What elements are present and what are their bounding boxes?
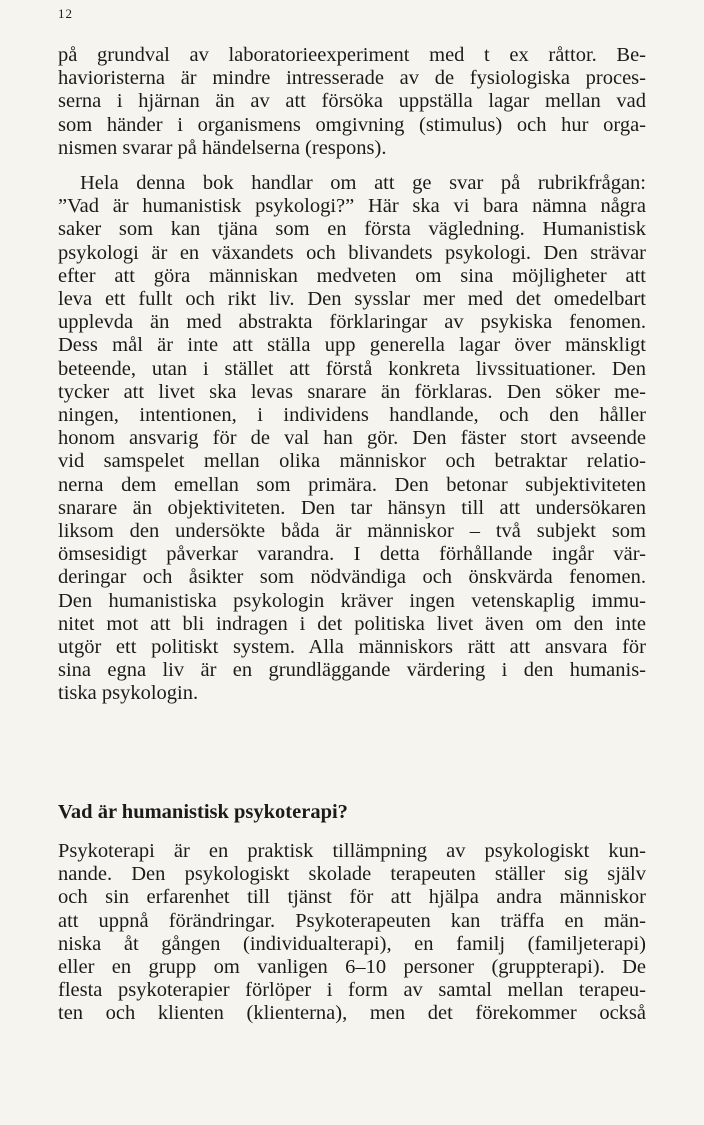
text-line: nerna dem emellan som primära. Den betonar subjektiviteten [58,473,646,496]
paragraph-1 [58,44,646,160]
text-line: Dess mål är inte att ställa upp generella lagar över mänskligt [58,334,646,357]
text-line: Hela denna bok handlar om att ge svar på rubrikfrågan: [80,172,646,194]
text-line: nande. Den psykologiskt skolade terapeuten ställer sig själv [58,863,646,886]
text-line: liksom den undersökte båda är människor – två subjekt som [58,520,646,543]
text-line: ten och klienten (klienterna), men det förekommer också [58,1002,646,1025]
text-line: havioristerna är mindre intresserade av de fysiologiska proces- [58,67,646,90]
text-line: på grundval av laboratorieexperiment med t ex råttor. Be- [58,44,646,66]
text-line: snarare än objektiviteten. Den tar hänsyn till att undersökaren [58,496,646,519]
text-line: Psykoterapi är en praktisk tillämpning av psykologiskt kun- [58,840,646,862]
text-line: vid samspelet mellan olika människor och betraktar relatio- [58,450,646,473]
text-line: ”Vad är humanistisk psykologi?” Här ska vi bara nämna några [58,195,646,218]
paragraph-2 [58,172,646,706]
text-line: leva ett fullt och rikt liv. Den sysslar mer med det omedelbart [58,288,646,311]
text-line: nitet mot att bli indragen i det politiska livet även om den inte [58,612,646,635]
text-line: psykologi är en växandets och blivandets psykologi. Den strävar [58,241,646,264]
section-heading: Vad är humanistisk psykoterapi? [58,801,348,823]
text-line: Den humanistiska psykologin kräver ingen vetenskaplig immu- [58,589,646,612]
paragraph-3 [58,840,646,1026]
text-line: nismen svarar på händelserna (respons). [58,136,387,159]
text-line: flesta psykoterapier förlöper i form av samtal mellan terapeu- [58,979,646,1002]
text-line: serna i hjärnan än av att försöka uppställa lagar mellan vad [58,90,646,113]
text-line: sina egna liv är en grundläggande värdering i den humanis- [58,659,646,682]
text-line: upplevda än med abstrakta förklaringar av psykiska fenomen. [58,311,646,334]
text-line: som händer i organismens omgivning (stimulus) och hur orga- [58,113,646,136]
text-line: eller en grupp om vanligen 6–10 personer (gruppterapi). De [58,956,646,979]
text-line: ningen, intentionen, i individens handlande, och den håller [58,404,646,427]
text-line: och sin erfarenhet till tjänst för att hjälpa andra människor [58,886,646,909]
text-line: deringar och åsikter som nödvändiga och önskvärda fenomen. [58,566,646,589]
text-line: utgör ett politiskt system. Alla människors rätt att ansvara för [58,636,646,659]
text-line: tycker att livet ska levas snarare än förklaras. Den söker me- [58,380,646,403]
text-line: ömsesidigt påverkar varandra. I detta förhållande ingår vär- [58,543,646,566]
text-line: att uppnå förändringar. Psykoterapeuten kan träffa en män- [58,909,646,932]
text-line: efter att göra människan medveten om sina möjligheter att [58,264,646,287]
text-line: tiska psykologin. [58,682,199,705]
text-line: honom ansvarig för de val han gör. Den fäster stort avseende [58,427,646,450]
text-line: beteende, utan i stället att förstå konkreta livssituationer. Den [58,357,646,380]
text-line: saker som kan tjäna som en första vägledning. Humanistisk [58,218,646,241]
text-line: niska åt gången (individualterapi), en familj (familjeterapi) [58,932,646,955]
page-number: 12 [58,6,73,21]
